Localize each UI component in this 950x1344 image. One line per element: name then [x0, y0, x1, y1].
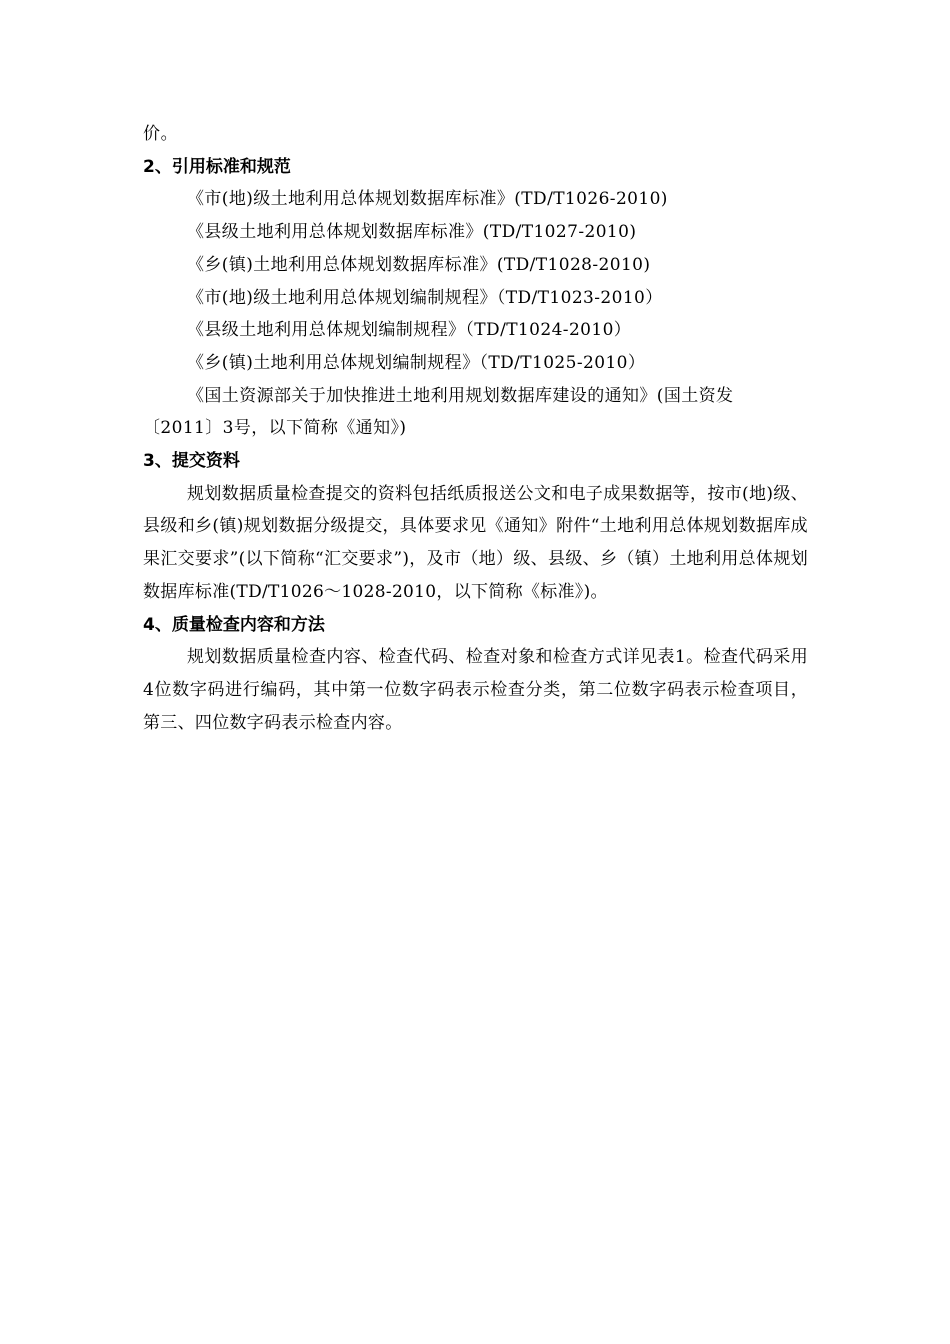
reference-item: 《县级土地利用总体规划编制规程》（TD/T1024-2010） [187, 320, 632, 341]
reference-item: 《市(地)级土地利用总体规划数据库标准》(TD/T1026-2010) [187, 189, 668, 210]
reference-list [143, 183, 808, 445]
section-4-heading: 4、质量检查内容和方法 [143, 614, 325, 635]
reference-item: 《县级土地利用总体规划数据库标准》(TD/T1027-2010) [187, 222, 637, 243]
section-2-heading: 2、引用标准和规范 [143, 156, 291, 177]
section-3-heading: 3、提交资料 [143, 451, 240, 472]
section-4-paragraph: 规划数据质量检查内容、检查代码、检查对象和检查方式详见表1。检查代码采用4位数字码进行编码，其中第一位数字码表示检查分类，第二位数字码表示检查项目，第三、四位数字码表示检查内容。 [143, 647, 808, 733]
reference-item: 《乡(镇)土地利用总体规划编制规程》（TD/T1025-2010） [187, 352, 646, 373]
section-3-paragraph: 规划数据质量检查提交的资料包括纸质报送公文和电子成果数据等，按市(地)级、县级和乡(镇)规划数据分级提交，具体要求见《通知》附件“土地利用总体规划数据库成果汇交要求”(以下简称“汇交要求”)，及市（地）级、县级、乡（镇）土地利用总体规划数据库标准(TD/T1026～1028-2010，以下简称《标准》)。 [143, 483, 808, 602]
reference-notice-line-1: 《国土资源部关于加快推进土地利用规划数据库建设的通知》(国土资发 [187, 385, 734, 406]
reference-item: 《市(地)级土地利用总体规划编制规程》（TD/T1023-2010） [187, 287, 663, 308]
continuation-text: 价。 [143, 124, 179, 144]
document-page [143, 118, 808, 739]
reference-item: 《乡(镇)土地利用总体规划数据库标准》(TD/T1028-2010) [187, 254, 651, 275]
reference-notice-line-2: 〔2011〕3号，以下简称《通知》) [143, 418, 407, 439]
